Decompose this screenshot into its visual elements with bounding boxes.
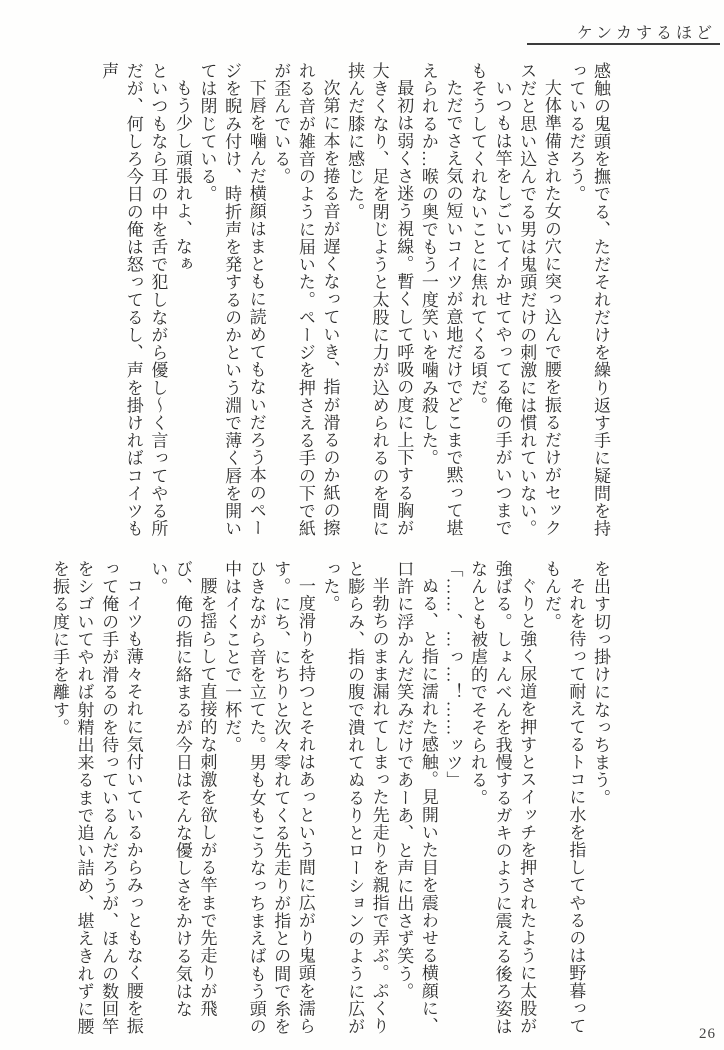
paragraph: 下唇を噛んだ横顔はまともに読めてもないだろう本のページを睨み付け、時折声を発するのかという淵で薄く唇を開いては閉じている。	[197, 62, 266, 538]
paragraph: といつもなら耳の中を舌で犯しながら優し〜く言ってやる所だが、何しろ今日の俺は怒ってるし、声を掛ければコイツも声	[99, 62, 168, 538]
header-rule	[527, 43, 720, 45]
paragraph: もう少し頑張れよ、なぁ	[172, 79, 192, 273]
page-header-title: ケンカするほど	[576, 23, 716, 42]
text-band-top	[96, 62, 612, 544]
paragraph: ぬる、と指に濡れた感触。見開いた目を震わせる横顔に、口許に浮かんだ笑みだけであーあ、と声に出さず笑う。	[394, 560, 438, 1035]
text-band-bottom	[46, 560, 612, 1042]
paragraph: ぐりと強く尿道を押すとスイッチを押されたように太股が強ばる。しょんべんを我慢するガキのように震える後ろ姿はなんとも被虐的でそそられる。	[468, 560, 537, 1036]
page-number: 26	[699, 1026, 716, 1042]
paragraph: 感触の鬼頭を撫でる、ただそれだけを繰り返す手に疑問を持っているだろう。	[566, 62, 610, 538]
paragraph: 最初は弱くさ迷う視線。暫くして呼吸の度に上下する胸が大きくなり、足を閉じようと太股に力が込められるのを間に挟んだ膝に感じた。	[345, 62, 414, 538]
paragraph: 腰を揺らして直接的な刺激を欲しがる竿まで先走りが飛び、俺の指に絡まるが今日はそんな優しさをかける気はない。	[148, 560, 217, 1018]
paragraph: 一度滑りを持つとそれはあっという間に広がり鬼頭を濡らす。にち、にちりと次々零れてくる先走りが指との間で糸をひきながら音を立てた。男も女もこうなっちまえばもう頭の中はイくことで一杯だ。	[222, 560, 315, 1036]
paragraph: 次第に本を捲る音が遅くなっていき、指が滑るのか紙の擦れる音が雑音のように届いた。ページを押さえる手の下で紙が歪んでいる。	[271, 62, 340, 538]
paragraph: を出す切っ掛けになっちまう。	[591, 560, 610, 807]
paragraph: 半勃ちのまま漏れてしまった先走りを親指で弄ぶ。ぷくりと膨らみ、指の腹で潰れてぬるりとローションのように広がった。	[320, 560, 389, 1036]
paragraph: それを待って耐えてるトコに水を指してやるのは野暮ってもんだ。	[541, 560, 586, 1035]
paragraph-dialogue: 「……、…っ…！……ッツ」	[443, 560, 463, 789]
paragraph: いつもは竿をしごいてイかせてやってる俺の手がいつまでもそうしてくれないことに焦れてくる頃だ。	[468, 62, 512, 537]
paragraph: コイツも薄々それに気付いているからみっともなく腰を振って俺の手が滑るのを待っているんだろうが、ほんの数回竿をシゴいてやれば射精出来るまで追い詰め、堪えきれずに腰を振る度に手を離す。	[49, 560, 143, 1036]
paragraph: 大体準備された女の穴に突っ込んで腰を振るだけがセックスだと思い込んでる男は鬼頭だけの刺激には慣れていない。	[517, 62, 561, 538]
paragraph: ただでさえ気の短いコイツが意地だけでどこまで黙って堪えられるか…喉の奥でもう一度笑いを噛み殺した。	[418, 62, 463, 537]
